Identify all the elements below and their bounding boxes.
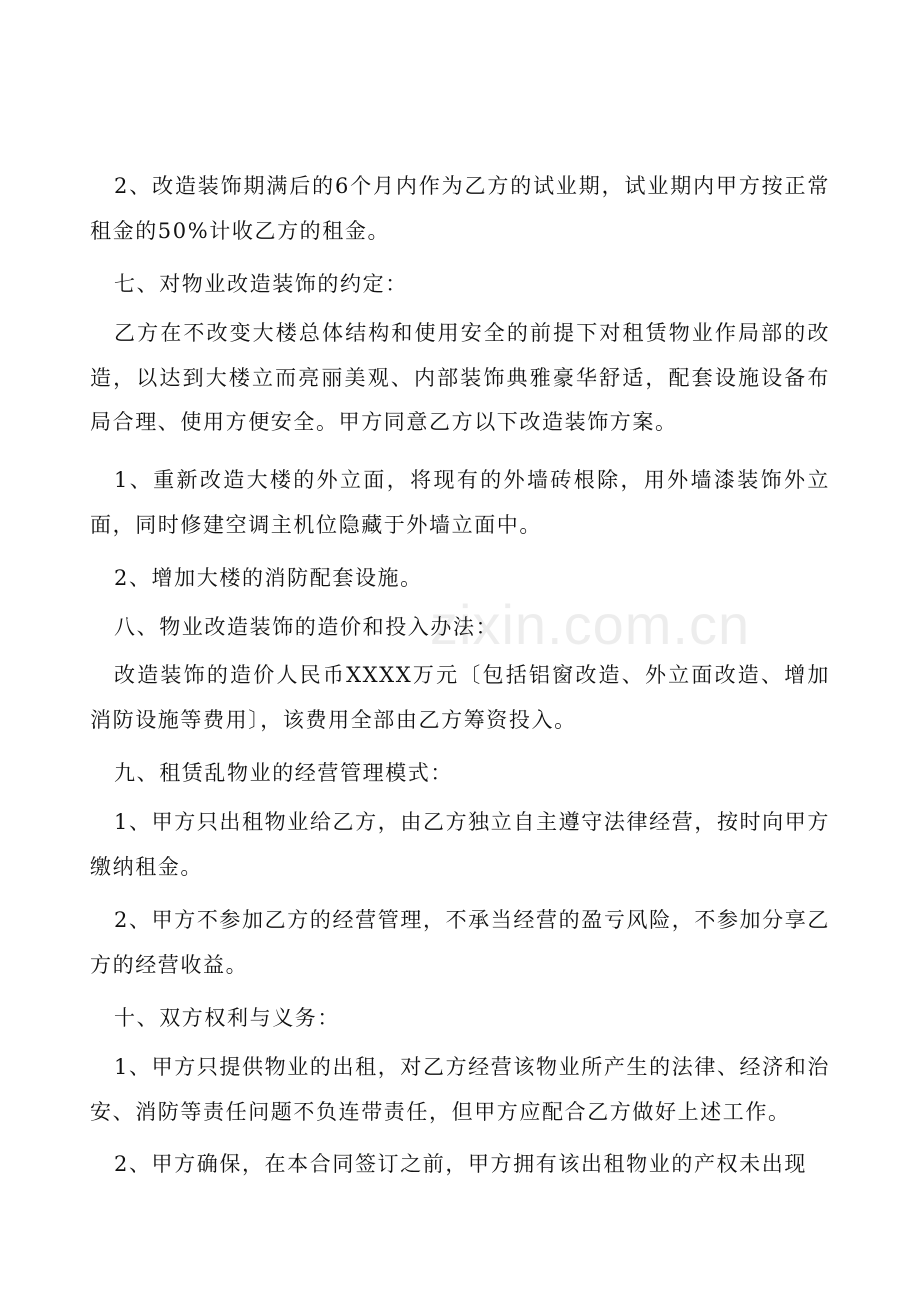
paragraph-party-a-guarantee: 2、甲方确保，在本合同签订之前，甲方拥有该出租物业的产权未出现 xyxy=(114,1152,807,1176)
paragraph-trial-period: 2、改造装饰期满后的6个月内作为乙方的试业期，试业期内甲方按正常租金的50%计收乙方的租金。 xyxy=(90,174,830,243)
paragraph-lease-only: 1、甲方只出租物业给乙方，由乙方独立自主遵守法律经营，按时向甲方缴纳租金。 xyxy=(90,810,830,879)
section-heading-9: 九、租赁乱物业的经营管理模式： xyxy=(114,761,453,785)
section-heading-10: 十、双方权利与义务： xyxy=(114,1006,340,1030)
paragraph-renovation-cost: 改造装饰的造价人民币XXXX万元〔包括铝窗改造、外立面改造、增加消防设施等费用〕，该费用全部由乙方筹资投入。 xyxy=(90,663,830,732)
watermark: zixin.com.cn xyxy=(430,593,751,656)
paragraph-renovation-scope: 乙方在不改变大楼总体结构和使用安全的前提下对租赁物业作局部的改造，以达到大楼立而亮丽美观、内部装饰典雅豪华舒适，配套设施设备布局合理、使用方便安全。甲方同意乙方以下改造装饰方案。 xyxy=(90,321,830,434)
paragraph-fire-facilities: 2、增加大楼的消防配套设施。 xyxy=(114,566,423,590)
paragraph-facade-renovation: 1、重新改造大楼的外立面，将现有的外墙砖根除，用外墙漆装饰外立面，同时修建空调主机位隐藏于外墙立面中。 xyxy=(90,468,830,537)
paragraph-no-management: 2、甲方不参加乙方的经营管理，不承当经营的盈亏风险，不参加分享乙方的经营收益。 xyxy=(90,908,830,977)
section-heading-8: 八、物业改造装饰的造价和投入办法： xyxy=(114,615,499,639)
section-heading-7: 七、对物业改造装饰的约定： xyxy=(114,272,408,296)
paragraph-party-a-liability: 1、甲方只提供物业的出租，对乙方经营该物业所产生的法律、经济和治安、消防等责任问题不负连带责任，但甲方应配合乙方做好上述工作。 xyxy=(90,1055,830,1124)
